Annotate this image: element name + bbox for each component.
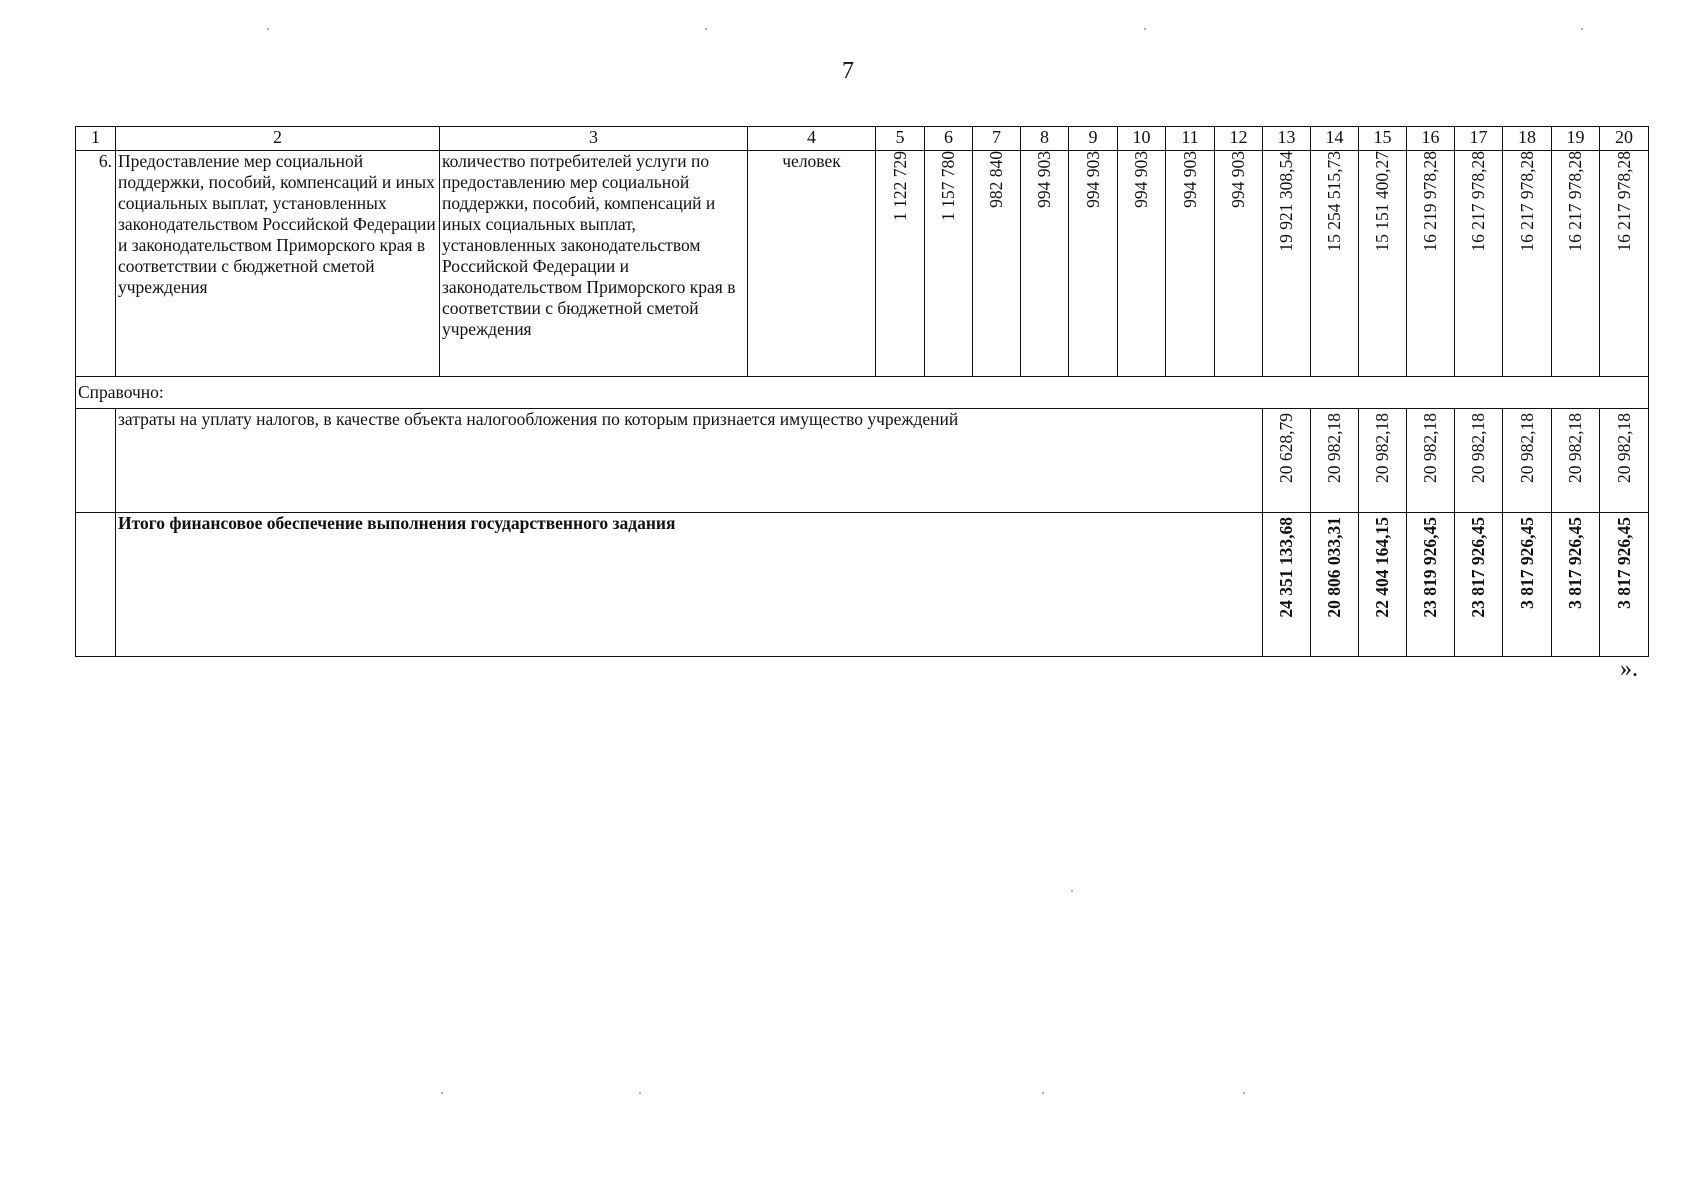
value-text: 16 217 978,28 — [1468, 151, 1488, 252]
value-cell — [1407, 409, 1455, 513]
column-number: 20 — [1600, 127, 1649, 151]
value-cell — [1021, 151, 1069, 377]
empty-cell — [76, 513, 116, 657]
column-number: 10 — [1118, 127, 1166, 151]
value-text: 1 157 780 — [938, 151, 958, 221]
value-text: 16 219 978,28 — [1420, 151, 1440, 252]
total-label: Итого финансовое обеспечение выполнения государственного задания — [116, 513, 1263, 657]
value-text: 20 982,18 — [1324, 413, 1344, 483]
value-text: 16 217 978,28 — [1565, 151, 1585, 252]
service-name: Предоставление мер социальной поддержки, пособий, компенсаций и иных социальных выплат, установленных законодательством Российской Федерации и законодательством Приморского края в соответствии с бюджетной сметой учреждения — [116, 151, 440, 377]
scan-speck — [705, 28, 707, 30]
value-cell — [1359, 409, 1407, 513]
value-cell — [1069, 151, 1118, 377]
scan-speck — [1071, 890, 1073, 892]
value-text: 15 254 515,73 — [1324, 151, 1344, 252]
value-text: 20 982,18 — [1565, 413, 1585, 483]
scan-speck — [441, 1092, 443, 1094]
value-cell — [1359, 151, 1407, 377]
column-number: 9 — [1069, 127, 1118, 151]
value-cell — [1166, 151, 1215, 377]
value-cell — [1552, 151, 1600, 377]
value-cell — [1407, 151, 1455, 377]
column-number-row — [76, 127, 1649, 151]
row-number: 6. — [76, 151, 116, 377]
value-cell — [1311, 409, 1359, 513]
column-number: 7 — [973, 127, 1021, 151]
value-cell — [1600, 513, 1649, 657]
scan-speck — [1042, 1092, 1044, 1094]
value-text: 1 122 729 — [889, 151, 910, 221]
value-cell — [1455, 513, 1503, 657]
value-cell — [1552, 513, 1600, 657]
column-number: 8 — [1021, 127, 1069, 151]
value-cell — [1455, 151, 1503, 377]
column-number: 18 — [1503, 127, 1552, 151]
column-number: 6 — [925, 127, 973, 151]
value-cell — [1263, 151, 1311, 377]
column-number: 17 — [1455, 127, 1503, 151]
value-text: 982 840 — [986, 151, 1006, 208]
value-text: 3 817 926,45 — [1613, 517, 1634, 609]
value-text: 23 817 926,45 — [1468, 517, 1488, 618]
value-text: 994 903 — [1082, 151, 1103, 208]
budget-table — [75, 126, 1649, 657]
service-row — [76, 151, 1649, 377]
column-number: 3 — [440, 127, 748, 151]
value-text: 994 903 — [1131, 151, 1151, 208]
column-number: 19 — [1552, 127, 1600, 151]
value-cell — [925, 151, 973, 377]
value-text: 24 351 133,68 — [1276, 517, 1296, 618]
value-text: 3 817 926,45 — [1565, 517, 1585, 609]
value-text: 23 819 926,45 — [1420, 517, 1440, 618]
value-text: 994 903 — [1179, 151, 1200, 208]
value-cell — [1503, 513, 1552, 657]
value-cell — [1359, 513, 1407, 657]
empty-cell — [76, 409, 116, 513]
column-number: 2 — [116, 127, 440, 151]
tax-label: затраты на уплату налогов, в качестве объекта налогообложения по которым признается имущество учреждений — [116, 409, 1263, 513]
scan-speck — [1243, 1092, 1245, 1094]
page-number: 7 — [842, 58, 854, 84]
value-text: 16 217 978,28 — [1516, 151, 1537, 252]
value-text: 20 628,79 — [1276, 413, 1296, 483]
value-text: 19 921 308,54 — [1276, 151, 1296, 252]
value-text: 20 982,18 — [1372, 413, 1392, 483]
value-cell — [1118, 151, 1166, 377]
scan-speck — [1581, 28, 1583, 30]
value-cell — [1503, 409, 1552, 513]
value-text: 20 982,18 — [1468, 413, 1488, 483]
total-row — [76, 513, 1649, 657]
reference-label: Справочно: — [76, 377, 1649, 409]
value-cell — [1600, 151, 1649, 377]
unit-of-measure: человек — [748, 151, 876, 377]
scan-speck — [267, 28, 269, 30]
column-number: 15 — [1359, 127, 1407, 151]
column-number: 5 — [876, 127, 925, 151]
value-text: 22 404 164,15 — [1372, 517, 1392, 618]
column-number: 14 — [1311, 127, 1359, 151]
value-cell — [1263, 513, 1311, 657]
value-text: 20 982,18 — [1420, 413, 1440, 483]
value-text: 3 817 926,45 — [1516, 517, 1537, 609]
value-text: 20 806 033,31 — [1324, 517, 1344, 618]
value-text: 16 217 978,28 — [1613, 151, 1634, 252]
column-number: 16 — [1407, 127, 1455, 151]
scan-speck — [1144, 28, 1146, 30]
value-text: 994 903 — [1034, 151, 1054, 208]
column-number: 12 — [1215, 127, 1263, 151]
value-cell — [1407, 513, 1455, 657]
indicator-name: количество потребителей услуги по предоставлению мер социальной поддержки, пособий, компенсаций и иных социальных выплат, установленных законодательством Российской Федерации и законодательством Приморского края в соответствии с бюджетной сметой учреждения — [440, 151, 748, 377]
closing-quote-mark: ». — [1620, 656, 1638, 682]
value-text: 20 982,18 — [1613, 413, 1634, 483]
value-cell — [1600, 409, 1649, 513]
value-cell — [973, 151, 1021, 377]
value-cell — [1455, 409, 1503, 513]
column-number: 13 — [1263, 127, 1311, 151]
value-cell — [1311, 513, 1359, 657]
scan-speck — [639, 1092, 641, 1094]
value-cell — [1311, 151, 1359, 377]
column-number: 4 — [748, 127, 876, 151]
value-cell — [1552, 409, 1600, 513]
tax-row — [76, 409, 1649, 513]
value-cell — [1263, 409, 1311, 513]
value-cell — [1215, 151, 1263, 377]
column-number: 11 — [1166, 127, 1215, 151]
column-number: 1 — [76, 127, 116, 151]
value-text: 15 151 400,27 — [1372, 151, 1392, 252]
value-text: 994 903 — [1228, 151, 1248, 208]
reference-row — [76, 377, 1649, 409]
value-cell — [1503, 151, 1552, 377]
value-cell — [876, 151, 925, 377]
value-text: 20 982,18 — [1516, 413, 1537, 483]
